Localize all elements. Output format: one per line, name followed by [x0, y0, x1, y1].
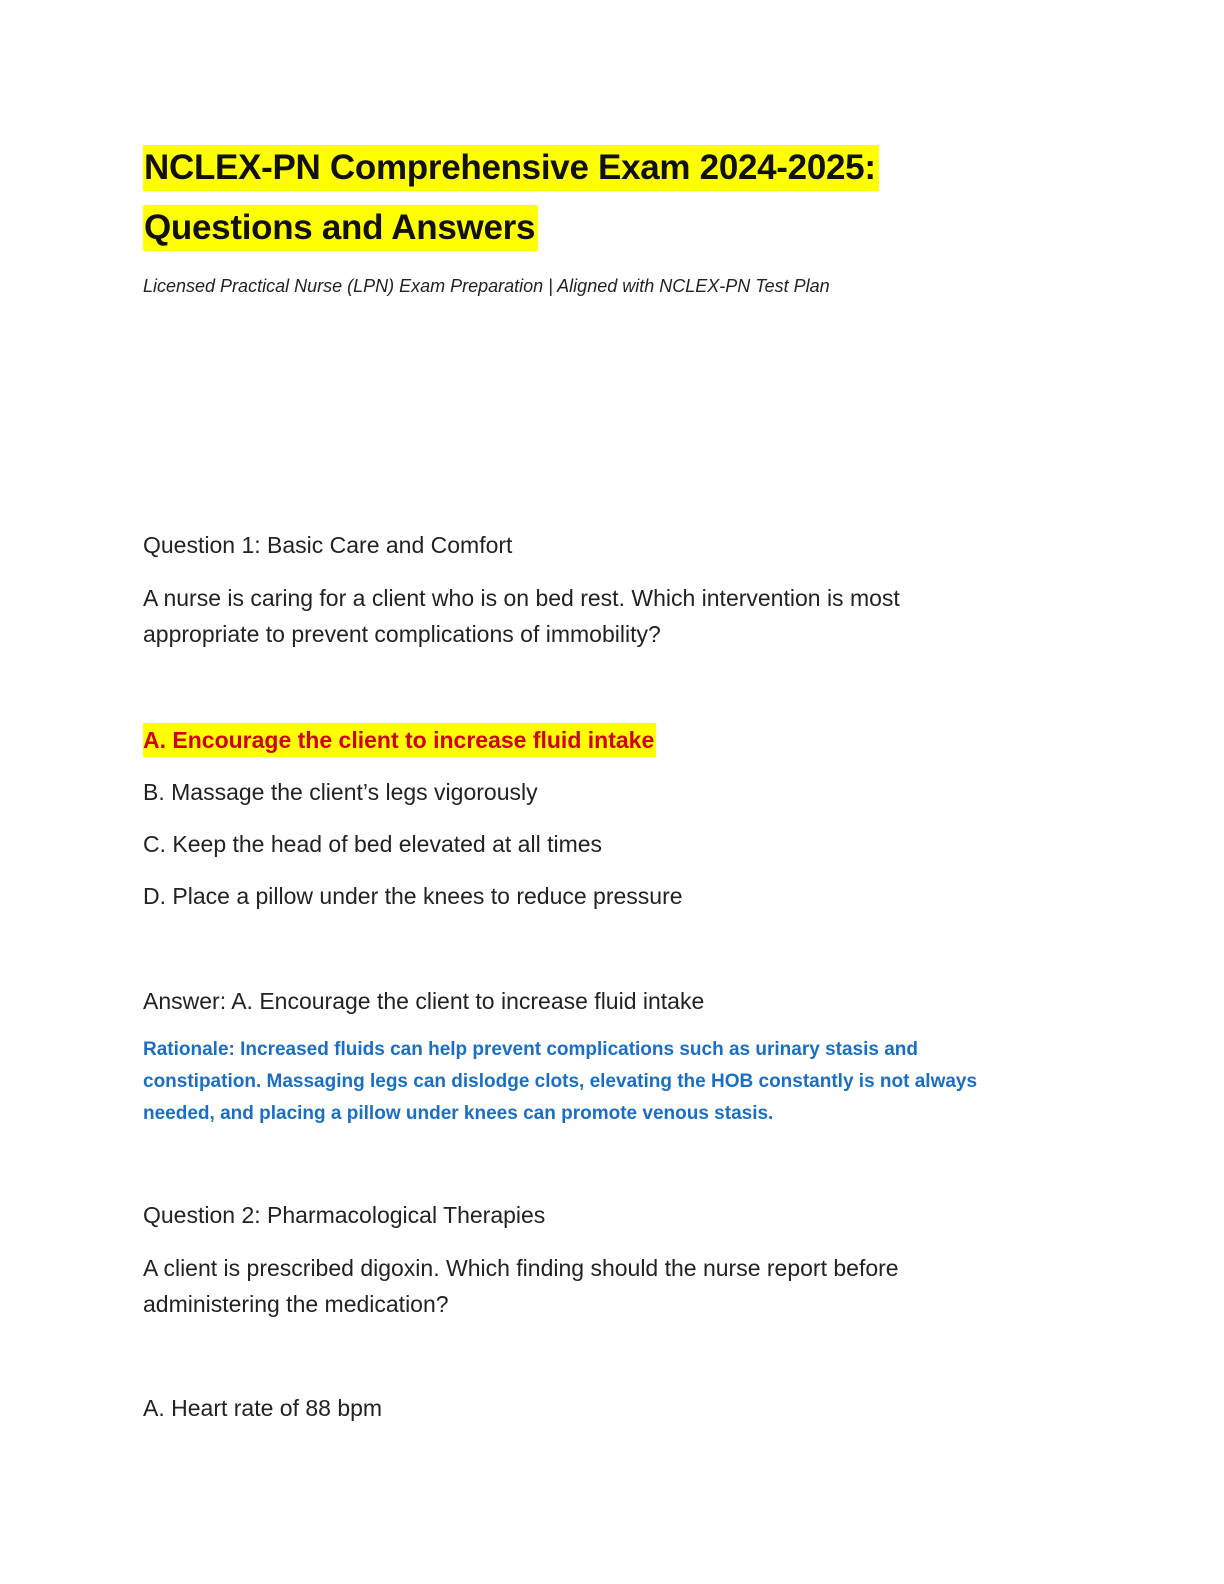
- rationale-line-1: Rationale: Increased fluids can help prevent complications such as urinary stasis and: [143, 1039, 919, 1060]
- question-1-rationale: [143, 1034, 1083, 1130]
- question-1-stem-line-2: appropriate to prevent complications of immobility?: [143, 621, 661, 647]
- question-1-option-a-correct: A. Encourage the client to increase fluid intake: [143, 723, 656, 757]
- document-title-line-1: NCLEX-PN Comprehensive Exam 2024-2025:: [143, 145, 879, 191]
- document-title-line-2: Questions and Answers: [143, 205, 538, 251]
- question-1-heading: Question 1: Basic Care and Comfort: [143, 532, 513, 558]
- rationale-line-2: constipation. Massaging legs can dislodge clots, elevating the HOB constantly is not always: [143, 1071, 978, 1092]
- question-1-option-c: C. Keep the head of bed elevated at all times: [143, 831, 603, 857]
- document-subtitle: Licensed Practical Nurse (LPN) Exam Preparation | Aligned with NCLEX-PN Test Plan: [143, 276, 830, 296]
- question-2-stem-line-2: administering the medication?: [143, 1291, 449, 1317]
- question-2-heading: Question 2: Pharmacological Therapies: [143, 1202, 546, 1228]
- question-2-option-a: A. Heart rate of 88 bpm: [143, 1395, 383, 1421]
- question-1-option-b: B. Massage the client’s legs vigorously: [143, 779, 538, 805]
- question-1-answer: Answer: A. Encourage the client to increase fluid intake: [143, 988, 705, 1014]
- question-1-stem-line-1: A nurse is caring for a client who is on bed rest. Which intervention is most: [143, 585, 900, 611]
- question-1-option-d: D. Place a pillow under the knees to reduce pressure: [143, 883, 683, 909]
- question-2-stem-line-1: A client is prescribed digoxin. Which finding should the nurse report before: [143, 1255, 899, 1281]
- rationale-line-3: needed, and placing a pillow under knees can promote venous stasis.: [143, 1103, 774, 1124]
